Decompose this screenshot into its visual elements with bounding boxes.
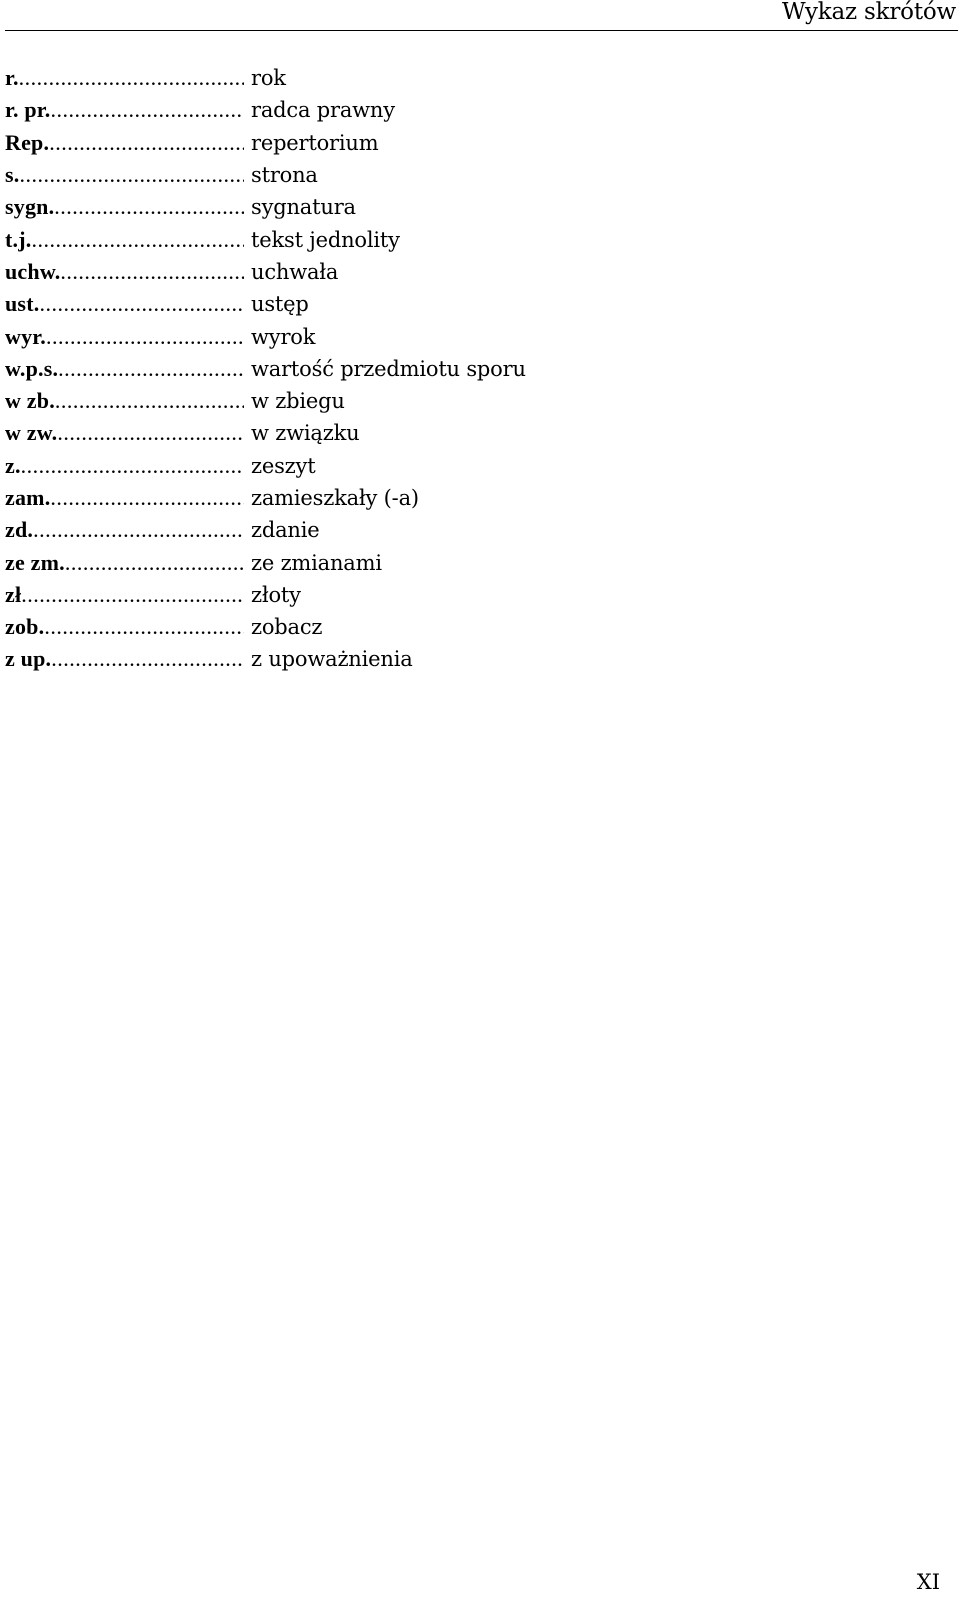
page-number: XI	[916, 1570, 940, 1594]
abbreviation-definition: w związku	[251, 421, 360, 446]
abbreviation-definition: zobacz	[251, 615, 323, 640]
abbreviation-definition: wartość przedmiotu sporu	[251, 356, 526, 381]
leader-dots	[39, 291, 244, 317]
abbreviation-definition: wyrok	[251, 324, 316, 349]
abbreviation-term: r. .....	[5, 65, 244, 91]
abbreviation-definition: zdanie	[251, 518, 320, 543]
leader-dots	[57, 420, 244, 446]
running-header	[5, 0, 958, 31]
abbreviation-term: zd. .....	[5, 517, 244, 543]
leader-dots	[58, 356, 244, 382]
leader-dots	[60, 259, 244, 285]
abbreviation-term: wyr. .....	[5, 324, 244, 350]
abbreviation-row	[5, 94, 526, 126]
abbreviation-term: zob. .....	[5, 614, 244, 640]
abbreviation-definition: strona	[251, 163, 318, 188]
abbreviation-row	[5, 127, 526, 159]
running-header-title: Wykaz skrótów	[782, 0, 956, 25]
leader-dots	[21, 582, 244, 608]
abbreviation-row	[5, 482, 526, 514]
abbreviation-definition: tekst jednolity	[251, 227, 400, 252]
abbreviation-row	[5, 579, 526, 611]
abbreviation-list	[5, 62, 526, 676]
abbreviation-definition: w zbiegu	[251, 389, 345, 414]
abbreviation-term: Rep. .....	[5, 130, 244, 156]
abbreviation-term: z. .....	[5, 453, 244, 479]
abbreviation-term: s. .....	[5, 162, 244, 188]
leader-dots	[65, 550, 244, 576]
abbreviation-term: w zb. .....	[5, 388, 244, 414]
leader-dots	[31, 227, 244, 253]
abbreviation-definition: ustęp	[251, 292, 309, 317]
leader-dots	[21, 453, 244, 479]
abbreviation-row	[5, 450, 526, 482]
abbreviation-term: r. pr. .....	[5, 97, 244, 123]
abbreviation-definition: radca prawny	[251, 98, 395, 123]
abbreviation-row	[5, 62, 526, 94]
leader-dots	[19, 65, 244, 91]
abbreviation-term: t.j. .....	[5, 227, 244, 253]
abbreviation-row	[5, 223, 526, 255]
abbreviation-row	[5, 611, 526, 643]
abbreviation-term: zł .....	[5, 582, 244, 608]
leader-dots	[46, 324, 244, 350]
abbreviation-definition: ze zmianami	[251, 550, 382, 575]
abbreviation-term: sygn. .....	[5, 194, 244, 220]
abbreviation-term: w.p.s. .....	[5, 356, 244, 382]
abbreviation-row	[5, 514, 526, 546]
abbreviation-row	[5, 256, 526, 288]
leader-dots	[49, 130, 244, 156]
abbreviation-row	[5, 320, 526, 352]
abbreviation-term: zam. .....	[5, 485, 244, 511]
abbreviation-term: w zw. .....	[5, 420, 244, 446]
leader-dots	[54, 194, 244, 220]
abbreviation-definition: repertorium	[251, 130, 379, 155]
abbreviation-term: z up. .....	[5, 646, 244, 672]
abbreviation-definition: rok	[251, 66, 286, 91]
abbreviation-row	[5, 191, 526, 223]
abbreviation-row	[5, 353, 526, 385]
abbreviation-row	[5, 643, 526, 675]
abbreviation-row	[5, 288, 526, 320]
abbreviation-definition: sygnatura	[251, 195, 356, 220]
leader-dots	[44, 614, 244, 640]
abbreviation-row	[5, 385, 526, 417]
leader-dots	[50, 485, 244, 511]
leader-dots	[50, 97, 244, 123]
abbreviation-row	[5, 417, 526, 449]
leader-dots	[19, 162, 244, 188]
abbreviation-term: ust. .....	[5, 291, 244, 317]
abbreviation-definition: złoty	[251, 582, 301, 607]
abbreviation-definition: zamieszkały (-a)	[251, 486, 419, 510]
leader-dots	[33, 517, 244, 543]
abbreviation-term: ze zm. .....	[5, 550, 244, 576]
abbreviation-row	[5, 546, 526, 578]
leader-dots	[55, 388, 244, 414]
abbreviation-row	[5, 159, 526, 191]
abbreviation-term: uchw. .....	[5, 259, 244, 285]
leader-dots	[51, 646, 244, 672]
abbreviation-definition: uchwała	[251, 259, 339, 284]
abbreviation-definition: z upoważnienia	[251, 647, 413, 672]
abbreviation-definition: zeszyt	[251, 453, 316, 478]
